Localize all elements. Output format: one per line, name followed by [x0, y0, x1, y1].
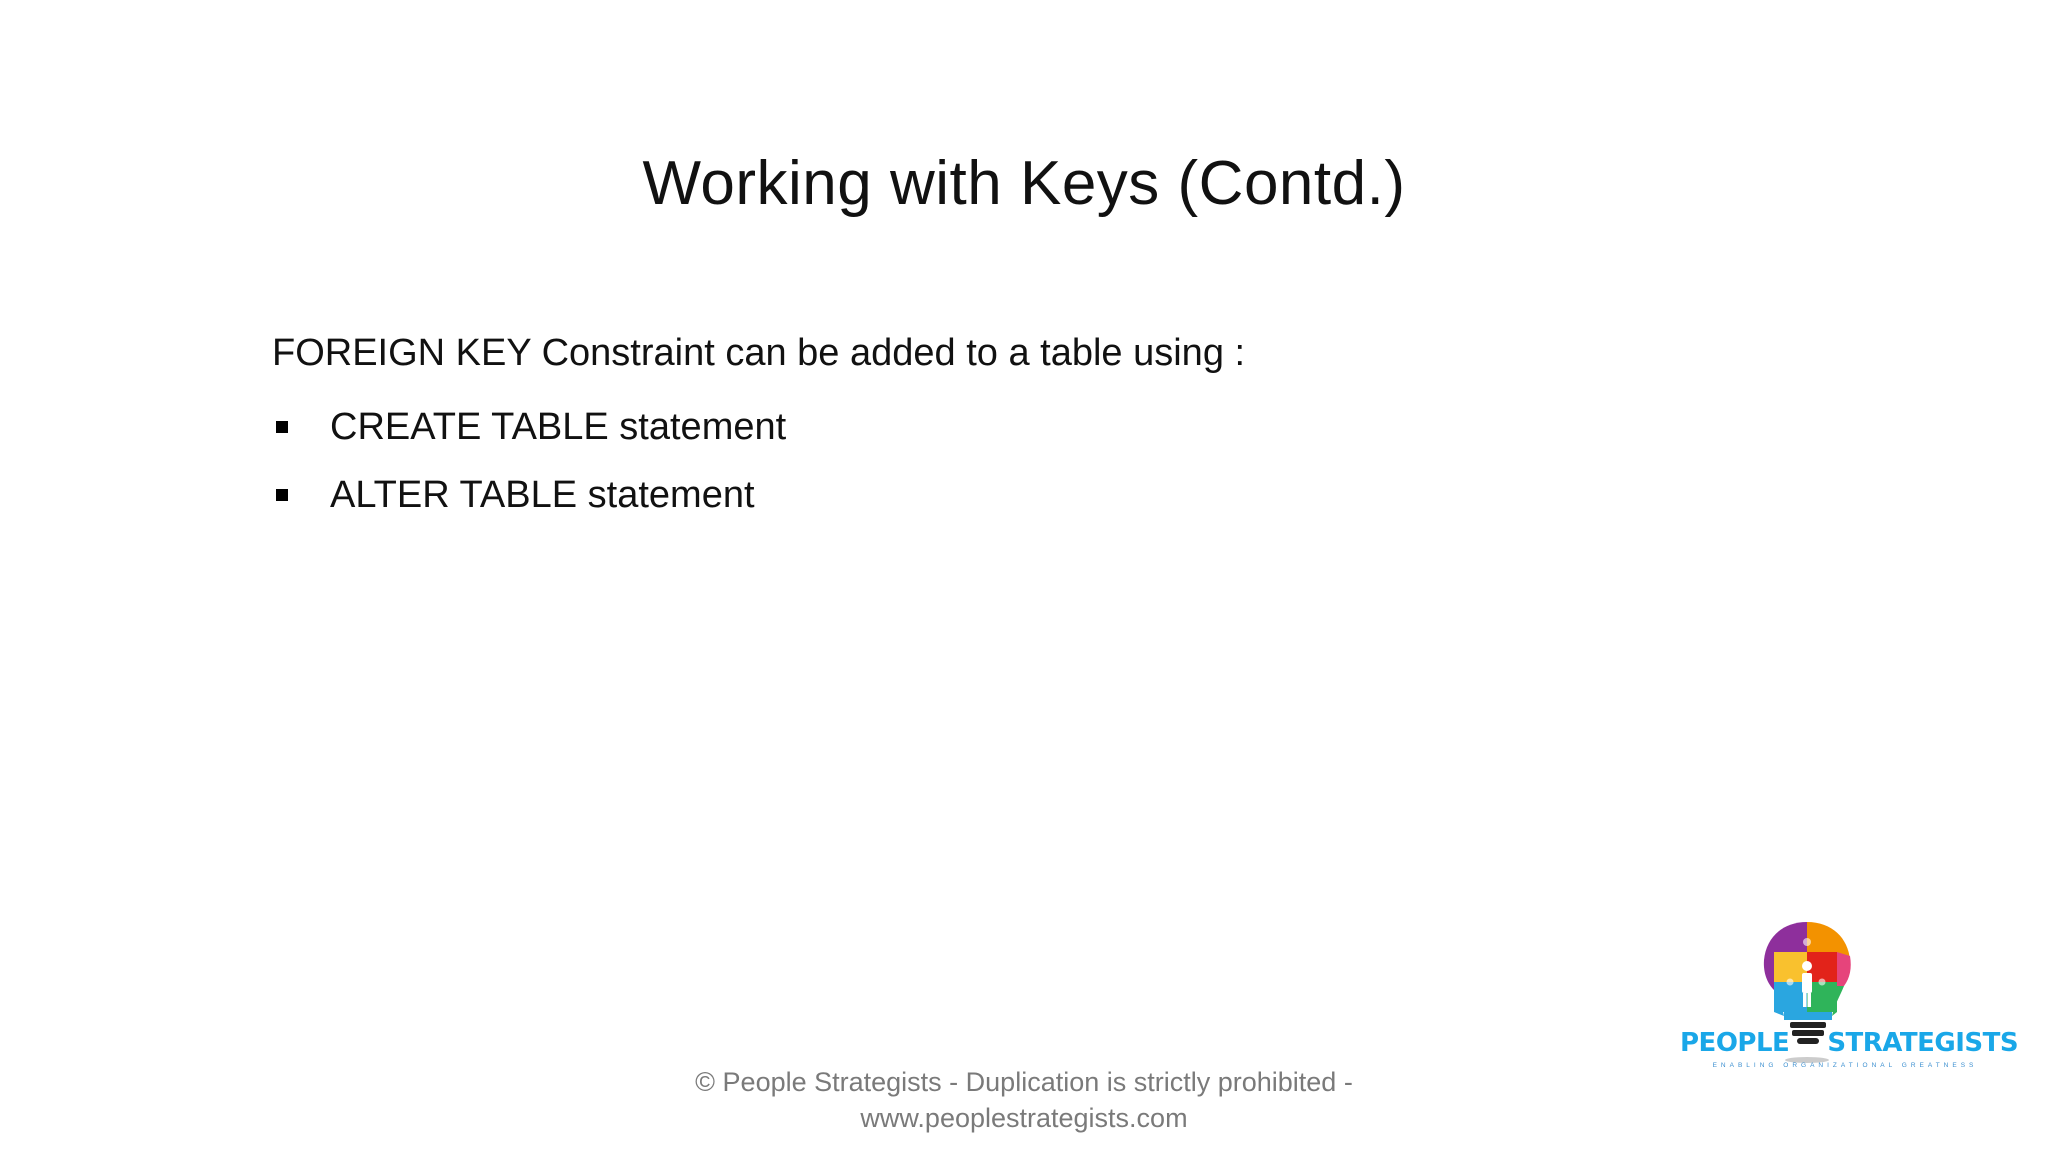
bullet-item: [272, 461, 1772, 529]
square-bullet-icon: [276, 489, 288, 501]
logo-wordmark: [1680, 1028, 2019, 1058]
slide-title: Working with Keys (Contd.): [642, 149, 1406, 218]
logo-word-strategists: STRATEGISTS: [1827, 1028, 2019, 1058]
logo-word-people: PEOPLE: [1680, 1028, 1790, 1058]
slide-content: [272, 325, 1772, 529]
bullet-item: [272, 393, 1772, 461]
bullet-text: CREATE TABLE statement: [330, 405, 787, 448]
logo-tagline: ENABLING ORGANIZATIONAL GREATNESS: [1712, 1062, 1978, 1069]
intro-text: FOREIGN KEY Constraint can be added to a table using :: [272, 332, 1246, 374]
footer-copyright: © People Strategists - Duplication is strictly prohibited -: [695, 1067, 1353, 1097]
footer: [0, 1064, 2048, 1136]
bullet-text: ALTER TABLE statement: [330, 473, 755, 516]
square-bullet-icon: [276, 421, 288, 433]
footer-website: www.peoplestrategists.com: [860, 1103, 1188, 1133]
bullet-list: [272, 393, 1772, 529]
